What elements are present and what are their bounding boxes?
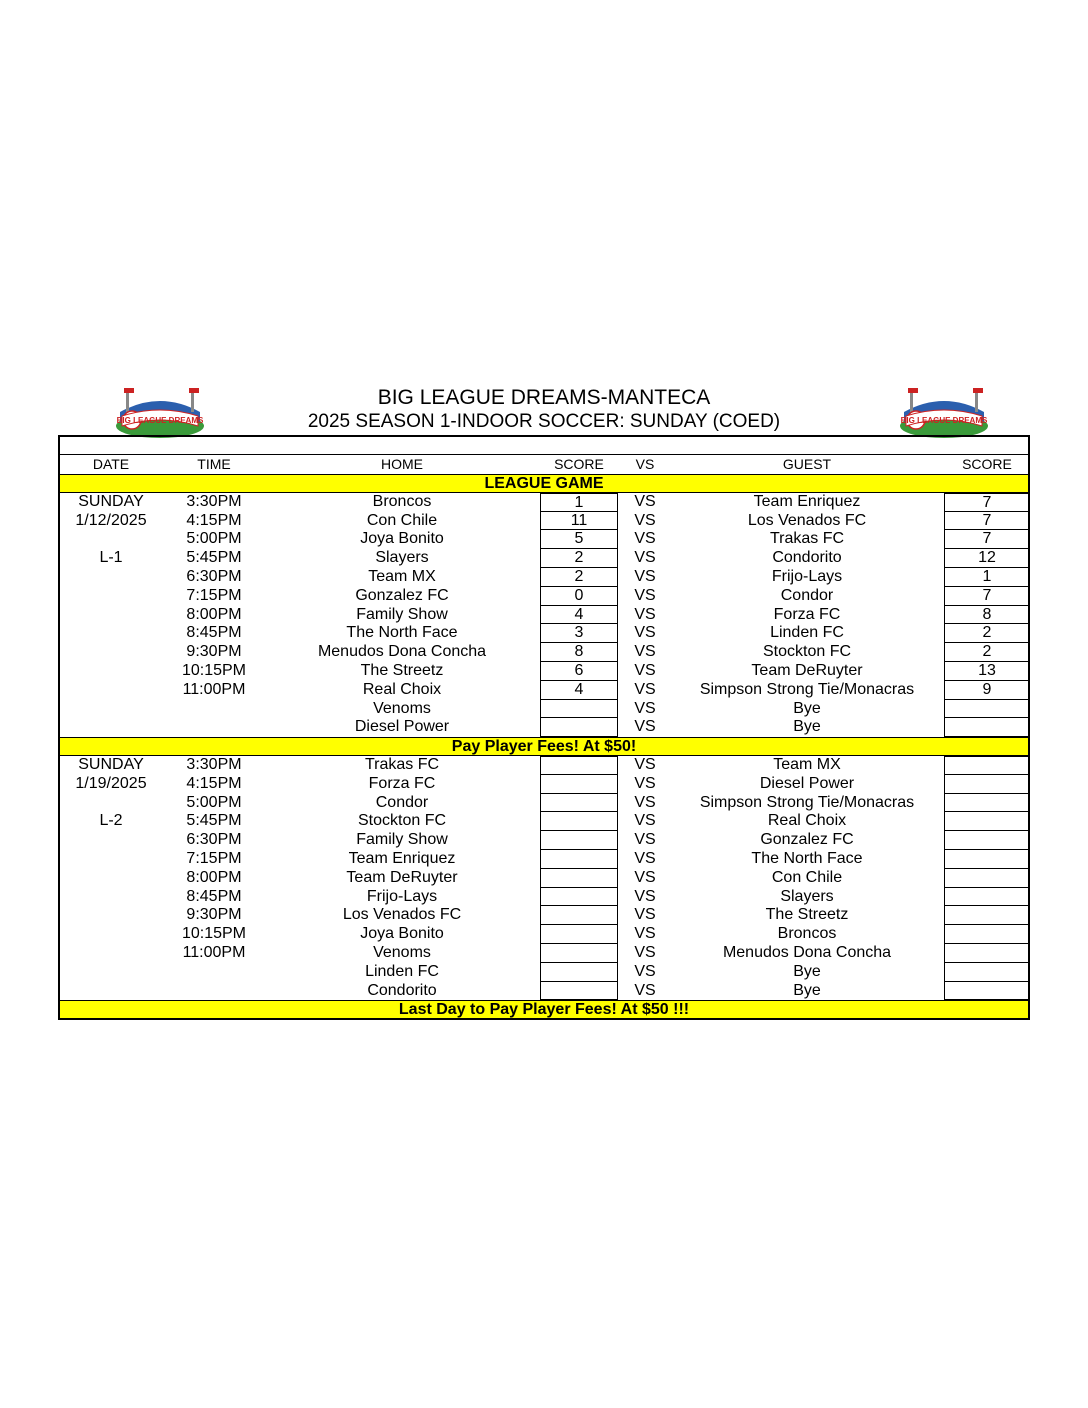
game-time: 8:00PM (186, 868, 242, 886)
guest-team: Condorito (772, 549, 842, 567)
vs-label: VS (634, 943, 656, 961)
guest-score (944, 718, 1030, 737)
guest-score (944, 775, 1030, 794)
col-guest: GUEST (782, 456, 832, 472)
guest-score (944, 700, 1030, 719)
home-score: 6 (540, 662, 618, 681)
guest-score: 2 (944, 643, 1030, 662)
game-row (58, 530, 1030, 549)
vs-label: VS (634, 755, 656, 773)
vs-label: VS (634, 586, 656, 604)
game-row (58, 944, 1030, 963)
vs-label: VS (634, 643, 656, 661)
guest-team: Trakas FC (769, 530, 845, 548)
home-team: Venoms (373, 943, 431, 961)
guest-team: Team MX (773, 755, 841, 773)
day-label: SUNDAY (78, 492, 144, 510)
guest-team: Simpson Strong Tie/Monacras (699, 793, 915, 811)
guest-score (944, 906, 1030, 925)
guest-score: 8 (944, 606, 1030, 625)
game-row (58, 681, 1030, 700)
guest-team: Los Venados FC (747, 511, 867, 529)
game-row (58, 963, 1030, 982)
guest-team: Real Choix (767, 812, 847, 830)
home-team: The North Face (346, 624, 458, 642)
game-row (58, 643, 1030, 662)
game-row (58, 982, 1030, 1001)
game-time (164, 963, 264, 982)
vs-label: VS (634, 530, 656, 548)
vs-label: VS (634, 605, 656, 623)
guest-team: Bye (793, 718, 821, 736)
vs-label: VS (634, 962, 656, 980)
home-team: Con Chile (366, 511, 438, 529)
game-row (58, 850, 1030, 869)
home-team: Family Show (356, 831, 448, 849)
week2-games (58, 756, 1030, 1000)
guest-score (944, 888, 1030, 907)
home-team: Diesel Power (354, 718, 450, 736)
game-row (58, 700, 1030, 719)
home-score (540, 963, 618, 982)
guest-team: Condor (780, 586, 834, 604)
guest-team: Team DeRuyter (751, 661, 863, 679)
game-time: 3:30PM (186, 492, 242, 510)
home-score (540, 812, 618, 831)
home-team: Slayers (375, 549, 429, 567)
guest-score (944, 831, 1030, 850)
date-label: 1/12/2025 (75, 511, 147, 529)
home-score: 3 (540, 624, 618, 643)
home-team: Condorito (367, 981, 437, 999)
game-time: 10:15PM (181, 925, 247, 943)
svg-text:BIG LEAGUE DREAMS: BIG LEAGUE DREAMS (116, 416, 204, 425)
game-row (58, 606, 1030, 625)
home-team: Real Choix (362, 680, 442, 698)
vs-label: VS (634, 567, 656, 585)
game-row (58, 925, 1030, 944)
game-time: 9:30PM (186, 906, 242, 924)
vs-label: VS (634, 981, 656, 999)
home-team: Broncos (372, 492, 432, 510)
guest-score: 13 (944, 662, 1030, 681)
game-time: 5:45PM (186, 549, 242, 567)
col-guest-score: SCORE (962, 456, 1012, 472)
game-time (164, 718, 264, 737)
game-time: 4:15PM (186, 511, 242, 529)
game-time: 8:45PM (186, 624, 242, 642)
vs-label: VS (634, 925, 656, 943)
home-team: Frijo-Lays (366, 887, 438, 905)
guest-score (944, 963, 1030, 982)
league-game-banner: LEAGUE GAME (58, 474, 1030, 493)
vs-label: VS (634, 868, 656, 886)
home-team: The Streetz (360, 661, 444, 679)
home-team: Team DeRuyter (346, 868, 458, 886)
guest-score: 7 (944, 530, 1030, 549)
home-team: Los Venados FC (342, 906, 462, 924)
game-time: 11:00PM (182, 680, 246, 698)
guest-score (944, 850, 1030, 869)
guest-team: Stockton FC (762, 643, 852, 661)
home-score (540, 775, 618, 794)
top-empty-row (58, 435, 1030, 455)
game-time (164, 700, 264, 719)
vs-label: VS (634, 774, 656, 792)
vs-label: VS (634, 624, 656, 642)
home-team: Team Enriquez (348, 849, 456, 867)
svg-text:BIG LEAGUE DREAMS: BIG LEAGUE DREAMS (900, 416, 988, 425)
guest-score (944, 925, 1030, 944)
schedule-table (58, 435, 1030, 1019)
guest-team: The North Face (751, 849, 863, 867)
col-date: DATE (92, 456, 130, 472)
home-score: 11 (540, 512, 618, 531)
home-score (540, 925, 618, 944)
col-time: TIME (197, 456, 231, 472)
home-score: 8 (540, 643, 618, 662)
home-team: Team MX (368, 567, 436, 585)
last-day-banner: Last Day to Pay Player Fees! At $50 !!! (58, 1000, 1030, 1019)
game-row (58, 587, 1030, 606)
guest-team: Diesel Power (759, 774, 855, 792)
game-time: 5:45PM (186, 812, 242, 830)
game-row (58, 493, 1030, 512)
game-row (58, 888, 1030, 907)
col-vs: VS (635, 456, 655, 472)
home-team: Gonzalez FC (355, 586, 449, 604)
vs-label: VS (634, 492, 656, 510)
round-label: L-1 (99, 549, 123, 567)
game-time: 6:30PM (186, 567, 242, 585)
guest-score: 12 (944, 549, 1030, 568)
home-score (540, 756, 618, 775)
game-time: 10:15PM (181, 661, 247, 679)
guest-team: Forza FC (773, 605, 841, 623)
guest-team: Bye (793, 699, 821, 717)
home-score (540, 906, 618, 925)
guest-score (944, 982, 1030, 1001)
home-score (540, 869, 618, 888)
guest-score (944, 794, 1030, 813)
home-team: Joya Bonito (360, 530, 444, 548)
game-time: 9:30PM (186, 643, 242, 661)
home-team: Family Show (356, 605, 448, 623)
game-row (58, 831, 1030, 850)
guest-team: Bye (793, 962, 821, 980)
game-time: 5:00PM (186, 793, 242, 811)
guest-score: 7 (944, 512, 1030, 531)
home-score: 1 (540, 493, 618, 512)
game-row (58, 794, 1030, 813)
col-home-score: SCORE (554, 456, 604, 472)
guest-team: Menudos Dona Concha (722, 943, 892, 961)
home-score (540, 888, 618, 907)
game-time: 4:15PM (186, 774, 242, 792)
guest-score: 9 (944, 681, 1030, 700)
home-team: Joya Bonito (360, 925, 444, 943)
home-score (540, 718, 618, 737)
home-score (540, 700, 618, 719)
vs-label: VS (634, 511, 656, 529)
game-time: 8:45PM (186, 887, 242, 905)
game-time (164, 982, 264, 1001)
home-team: Trakas FC (364, 755, 440, 773)
home-team: Menudos Dona Concha (317, 643, 487, 661)
home-team: Stockton FC (357, 812, 447, 830)
game-row (58, 568, 1030, 587)
vs-label: VS (634, 661, 656, 679)
guest-team: Linden FC (770, 624, 844, 642)
home-score (540, 794, 618, 813)
game-row (58, 756, 1030, 775)
home-team: Condor (375, 793, 429, 811)
home-score: 4 (540, 606, 618, 625)
guest-team: Slayers (780, 887, 834, 905)
game-time: 3:30PM (186, 755, 242, 773)
guest-team: Bye (793, 981, 821, 999)
vs-label: VS (634, 849, 656, 867)
home-score: 5 (540, 530, 618, 549)
home-team: Venoms (373, 699, 431, 717)
round-label: L-2 (99, 812, 123, 830)
guest-team: Gonzalez FC (760, 831, 854, 849)
home-score: 2 (540, 568, 618, 587)
guest-score: 1 (944, 568, 1030, 587)
game-time: 8:00PM (186, 605, 242, 623)
vs-label: VS (634, 718, 656, 736)
column-header-row (58, 455, 1030, 474)
home-score: 0 (540, 587, 618, 606)
game-row (58, 812, 1030, 831)
game-row (58, 624, 1030, 643)
week1-games (58, 493, 1030, 737)
vs-label: VS (634, 699, 656, 717)
game-row (58, 662, 1030, 681)
pay-fees-banner: Pay Player Fees! At $50! (58, 737, 1030, 756)
home-score (540, 944, 618, 963)
home-score (540, 850, 618, 869)
game-row (58, 718, 1030, 737)
col-home: HOME (381, 456, 423, 472)
game-time: 7:15PM (186, 849, 242, 867)
guest-team: Frijo-Lays (771, 567, 843, 585)
home-score (540, 982, 618, 1001)
guest-score (944, 869, 1030, 888)
vs-label: VS (634, 906, 656, 924)
guest-score: 7 (944, 587, 1030, 606)
vs-label: VS (634, 887, 656, 905)
home-score: 4 (540, 681, 618, 700)
home-team: Linden FC (365, 962, 439, 980)
home-score: 2 (540, 549, 618, 568)
vs-label: VS (634, 831, 656, 849)
home-score (540, 831, 618, 850)
guest-score: 2 (944, 624, 1030, 643)
date-label: 1/19/2025 (75, 774, 147, 792)
vs-label: VS (634, 680, 656, 698)
game-row (58, 906, 1030, 925)
game-row (58, 549, 1030, 568)
game-row (58, 869, 1030, 888)
guest-team: Simpson Strong Tie/Monacras (699, 680, 915, 698)
vs-label: VS (634, 549, 656, 567)
guest-team: The Streetz (765, 906, 849, 924)
guest-score (944, 944, 1030, 963)
page-title: BIG LEAGUE DREAMS-MANTECA (377, 386, 711, 409)
day-label: SUNDAY (78, 755, 144, 773)
guest-score (944, 812, 1030, 831)
game-time: 6:30PM (186, 831, 242, 849)
guest-score: 7 (944, 493, 1030, 512)
guest-team: Con Chile (771, 868, 843, 886)
vs-label: VS (634, 793, 656, 811)
game-time: 11:00PM (182, 943, 246, 961)
guest-team: Team Enriquez (753, 492, 861, 510)
game-row (58, 775, 1030, 794)
vs-label: VS (634, 812, 656, 830)
guest-score (944, 756, 1030, 775)
game-time: 5:00PM (186, 530, 242, 548)
page-subtitle: 2025 SEASON 1-INDOOR SOCCER: SUNDAY (COED) (307, 411, 781, 432)
home-team: Forza FC (368, 774, 436, 792)
game-row (58, 512, 1030, 531)
guest-team: Broncos (777, 925, 837, 943)
game-time: 7:15PM (186, 586, 242, 604)
